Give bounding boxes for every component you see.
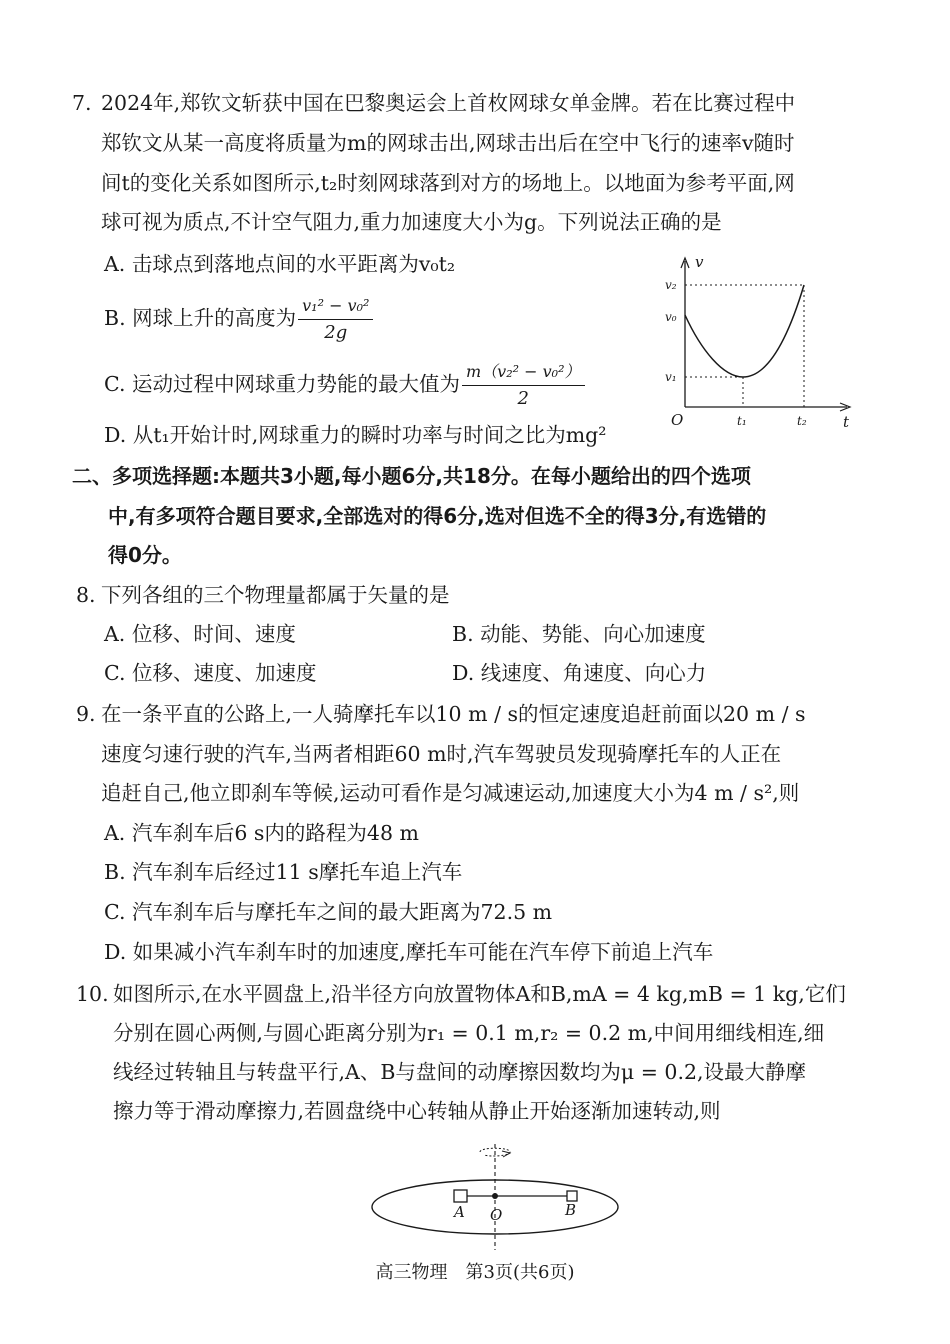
q7-number: 7. — [72, 91, 92, 115]
figure-label-o: O — [490, 1206, 503, 1224]
graph-speed-curve — [685, 285, 804, 377]
q7-option-b-fraction — [298, 295, 373, 344]
q7-line-4: 球可视为质点,不计空气阻力,重力加速度大小为g。下列说法正确的是 — [101, 210, 722, 234]
q8-stem: 下列各组的三个物理量都属于矢量的是 — [101, 583, 450, 607]
graph-tick-t1: t₁ — [737, 414, 747, 428]
q7-line-1: 2024年,郑钦文斩获中国在巴黎奥运会上首枚网球女单金牌。若在比赛过程中 — [101, 91, 796, 115]
graph-origin-label: O — [671, 411, 684, 429]
graph-x-label: t — [843, 413, 850, 431]
figure-label-b: B — [565, 1201, 577, 1219]
figure-label-a: A — [454, 1203, 465, 1221]
q10-line-2: 分别在圆心两侧,与圆心距离分别为r₁ = 0.1 m,r₂ = 0.2 m,中间用细线相连,细 — [113, 1021, 825, 1045]
section2-line-3: 得0分。 — [108, 543, 182, 567]
q7-option-b-numerator: v₁² − v₀² — [298, 295, 373, 320]
q10-number: 10. — [76, 982, 109, 1006]
block-b — [567, 1191, 577, 1201]
graph-tick-v0: v₀ — [665, 310, 677, 324]
q7-option-c-denominator: 2 — [517, 388, 529, 409]
q10-line-4: 擦力等于滑动摩擦力,若圆盘绕中心转轴从静止开始逐渐加速转动,则 — [113, 1099, 721, 1123]
q7-option-c-prefix: C. 运动过程中网球重力势能的最大值为 — [104, 372, 460, 396]
q10-line-1: 如图所示,在水平圆盘上,沿半径方向放置物体A和B,mA = 4 kg,mB = 1 kg,它们 — [113, 982, 846, 1006]
section2-line-1: 二、多项选择题:本题共3小题,每小题6分,共18分。在每小题给出的四个选项 — [72, 464, 751, 488]
rotation-arrowhead — [502, 1151, 510, 1157]
q10-line-3: 线经过转轴且与转盘平行,A、B与盘间的动摩擦因数均为μ = 0.2,设最大静摩 — [113, 1060, 807, 1084]
q7-line-3: 间t的变化关系如图所示,t₂时刻网球落到对方的场地上。以地面为参考平面,网 — [101, 171, 795, 195]
q8-option-c: C. 位移、速度、加速度 — [104, 661, 317, 685]
block-a — [454, 1190, 467, 1202]
velocity-time-graph — [665, 255, 855, 435]
page-footer: 高三物理 第3页(共6页) — [375, 1262, 575, 1283]
q9-number: 9. — [76, 702, 96, 726]
q9-option-d: D. 如果减小汽车刹车时的加速度,摩托车可能在汽车停下前追上汽车 — [104, 940, 714, 964]
graph-y-label: v — [695, 253, 704, 271]
section2-line-2: 中,有多项符合题目要求,全部选对的得6分,选对但选不全的得3分,有选错的 — [108, 504, 767, 528]
graph-tick-v2: v₂ — [665, 278, 677, 292]
q7-option-c-fraction — [462, 361, 585, 410]
q8-option-a: A. 位移、时间、速度 — [104, 622, 296, 646]
q9-option-a: A. 汽车刹车后6 s内的路程为48 m — [104, 821, 419, 845]
q7-option-c-numerator: m（v₂² − v₀²） — [462, 361, 585, 386]
graph-tick-t2: t₂ — [797, 414, 807, 428]
turntable-figure — [360, 1140, 630, 1252]
q8-number: 8. — [76, 583, 96, 607]
q7-option-d: D. 从t₁开始计时,网球重力的瞬时功率与时间之比为mg² — [104, 423, 607, 447]
graph-tick-v1: v₁ — [665, 370, 677, 384]
q9-option-c: C. 汽车刹车后与摩托车之间的最大距离为72.5 m — [104, 900, 553, 924]
center-point — [492, 1193, 498, 1199]
q9-line-3: 追赶自己,他立即刹车等候,运动可看作是匀减速运动,加速度大小为4 m / s²,则 — [101, 781, 800, 805]
q9-line-1: 在一条平直的公路上,一人骑摩托车以10 m / s的恒定速度追赶前面以20 m / s — [101, 702, 806, 726]
q8-option-b: B. 动能、势能、向心加速度 — [452, 622, 706, 646]
q9-line-2: 速度匀速行驶的汽车,当两者相距60 m时,汽车驾驶员发现骑摩托车的人正在 — [101, 742, 782, 766]
q7-option-b-prefix: B. 网球上升的高度为 — [104, 306, 297, 330]
q7-option-a: A. 击球点到落地点间的水平距离为v₀t₂ — [104, 252, 456, 276]
q7-option-b-denominator: 2g — [324, 322, 348, 343]
q9-option-b: B. 汽车刹车后经过11 s摩托车追上汽车 — [104, 860, 463, 884]
q7-option-c — [104, 358, 585, 410]
q8-option-d: D. 线速度、角速度、向心力 — [452, 661, 707, 685]
q7-line-2: 郑钦文从某一高度将质量为m的网球击出,网球击出后在空中飞行的速率v随时 — [101, 131, 795, 155]
q7-option-b — [104, 292, 373, 344]
